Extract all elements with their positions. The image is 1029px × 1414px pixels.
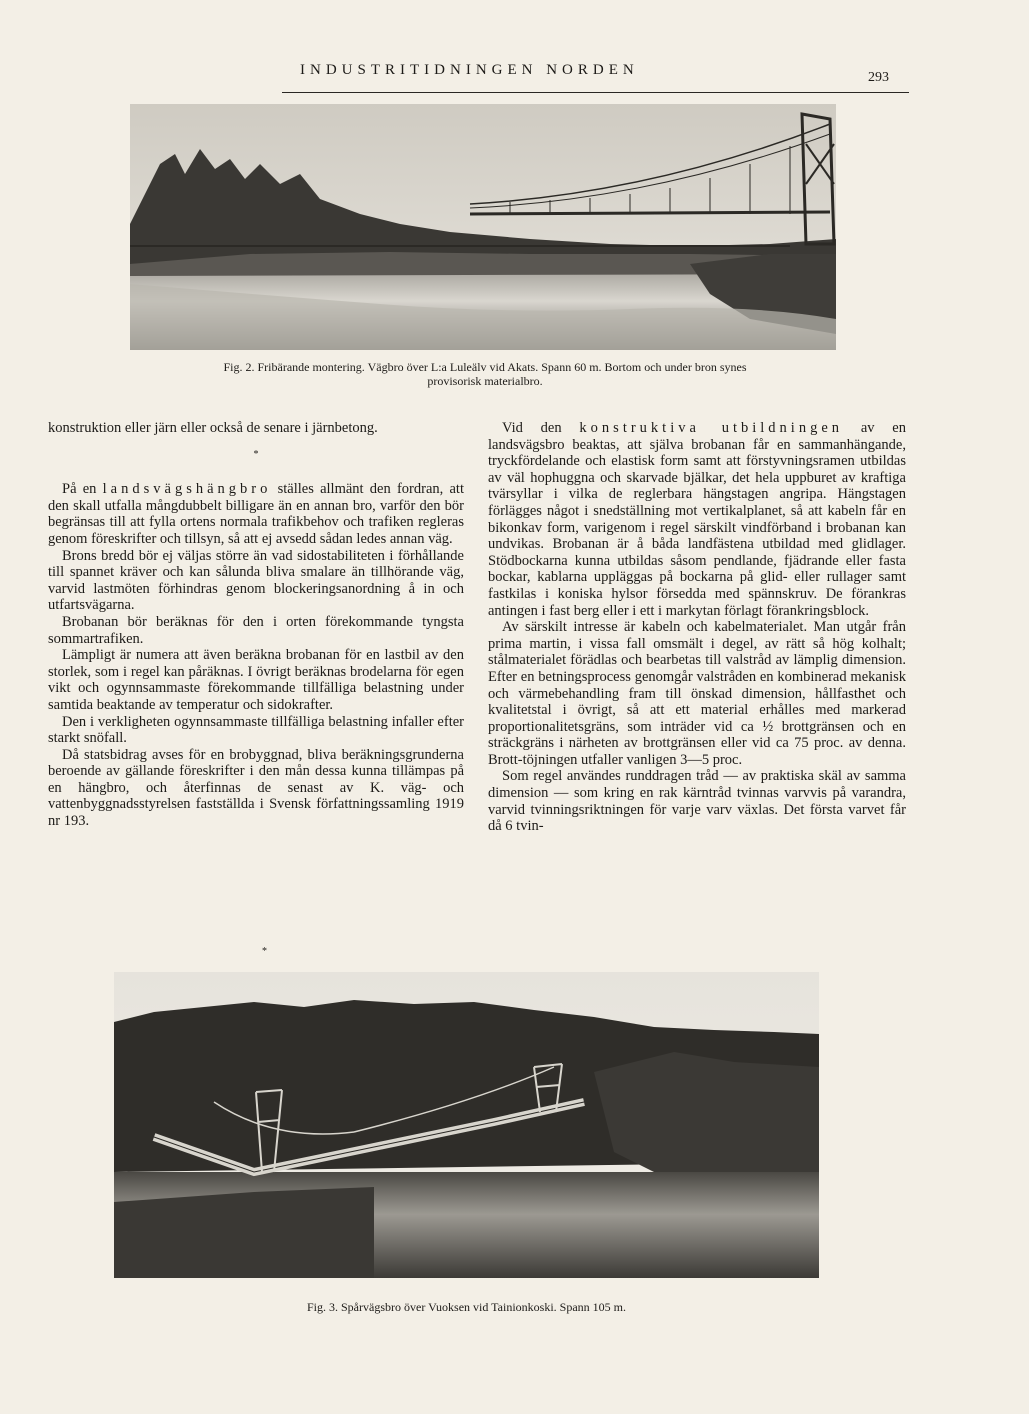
left-paragraph: Brons bredd bör ej väljas större än vad sidostabiliteten i förhållande till spannet kräver och kan sålunda bliva smalare än tillhörande väg, varvid lastmöten förhindras genom blockeringsanordning å in och utfartsvägarna. — [48, 547, 464, 614]
fig3-caption: Fig. 3. Spårvägsbro över Vuoksen vid Tainionkoski. Spann 105 m. — [307, 1300, 626, 1314]
left-paragraph: Lämpligt är numera att även beräkna brobanan för en lastbil av den storlek, som i regel kan påräknas. I övrigt beräknas brodelarna för egen vikt och ogynnsammaste förekommande tillfälliga belastning under samtida beaktande av temperatur och sidokrafter. — [48, 647, 464, 713]
section-divider: * — [262, 946, 267, 957]
left-column — [48, 420, 464, 830]
text-run: På en — [62, 481, 103, 498]
right-column — [488, 420, 906, 835]
left-paragraph: Då statsbidrag avses för en brobyggnad, bliva beräkningsgrunderna beroende av gällande föreskrifter i den mån dessa kunna tillämpas på en hängbro, och återfinnas de senast av K. väg- och vattenbyggnadsstyrelsen fastställda i Svensk författningssamling 1919 nr 193. — [48, 746, 464, 830]
fig2-photo — [130, 104, 836, 350]
fig3-photo — [114, 972, 819, 1278]
left-paragraph: Brobanan bör beräknas för den i orten förekommande tyngsta sommartrafiken. — [48, 613, 464, 647]
right-paragraph: Av särskilt intresse är kabeln och kabelmaterialet. Man utgår från prima martin, i vissa fall omsmält i degel, av rätt så hög kolhalt; stålmaterialet förädlas och bearbetas till valstråd av lämplig dimension. Efter en betningsprocess genomgår valstråden en kombinerad mekanisk och värmebehandling fram till önskad dimension, hållfasthet och kvalitetstal i övrigt, så att ett material erhålles med markerad proportionalitetsgräns, som inträder vid ca ½ brottgränsen och en sträckgräns i närheten av brottgränsen eller vid ca 75 proc. av denna. Brott-töjningen utfaller vanligen 3—5 proc. — [488, 619, 906, 768]
fig2-caption-line2: provisorisk materialbro. — [427, 374, 543, 388]
left-paragraph — [48, 481, 464, 547]
right-paragraph: Som regel användes runddragen tråd — av praktiska skäl av samma dimension — som kring en rak kärntråd tvinnas varvvis på varandra, varvid tvinningsriktningen för varje varv växlas. Det första varvet får då 6 tvin- — [488, 768, 906, 835]
left-paragraph: Den i verkligheten ogynnsammaste tillfälliga belastning infaller efter starkt snöfall. — [48, 713, 464, 747]
emphasis-term: konstruktiva utbildningen — [579, 420, 844, 436]
text-run: ställes allmänt den fordran, att den skall utfalla mångdubbelt billigare än en annan bro, varför den bör begränsas till att fylla ortens normala trafikbehov och trafiken regleras genom föreskrifter och tillsyn, så att ej avsedd sådan ledes annan väg. — [48, 481, 464, 547]
emphasis-term: landsvägshängbro — [102, 481, 272, 498]
text-run: Vid den — [502, 420, 580, 436]
right-paragraph — [488, 420, 906, 619]
left-paragraph: konstruktion eller järn eller också de senare i järnbetong. — [48, 420, 378, 436]
header-rule — [282, 92, 909, 93]
text-run: av en landsvägsbro beaktas, att själva brobanan får en sammanhängande, tryckfördelande och elastisk form samt att förstyvningsramen utbildas av väl hophuggna och skarvade bjälkar, det hela uppburet av kraftiga tvärsyllar i vilka de reglerbara hängstagen angripa. Hängstagen förlägges något i snedställning mot vertikalplanet, så att kabeln får en bikonkav form, varigenom i regel särskilt vindförband i brobanan kan undvikas. Brobanan är å båda landfästena utbildad med glidlager. Stödbockarna kunna utbildas såsom pendlande, fjädrande eller fasta bockar, kablarna uppläggas på bockarna på glid- eller rullager samt fastkilas i koniska hylsor försedda med spännskruv. De förankras antingen i fast berg eller i ett i markytan förlagt förankringsblock. — [488, 420, 906, 619]
page-number: 293 — [868, 70, 889, 85]
fig2-caption-line1: Fig. 2. Fribärande montering. Vägbro över L:a Luleälv vid Akats. Spann 60 m. Bortom och under bron synes — [223, 360, 747, 374]
journal-title: INDUSTRITIDNINGEN NORDEN — [300, 62, 639, 78]
section-divider: * — [253, 448, 259, 460]
